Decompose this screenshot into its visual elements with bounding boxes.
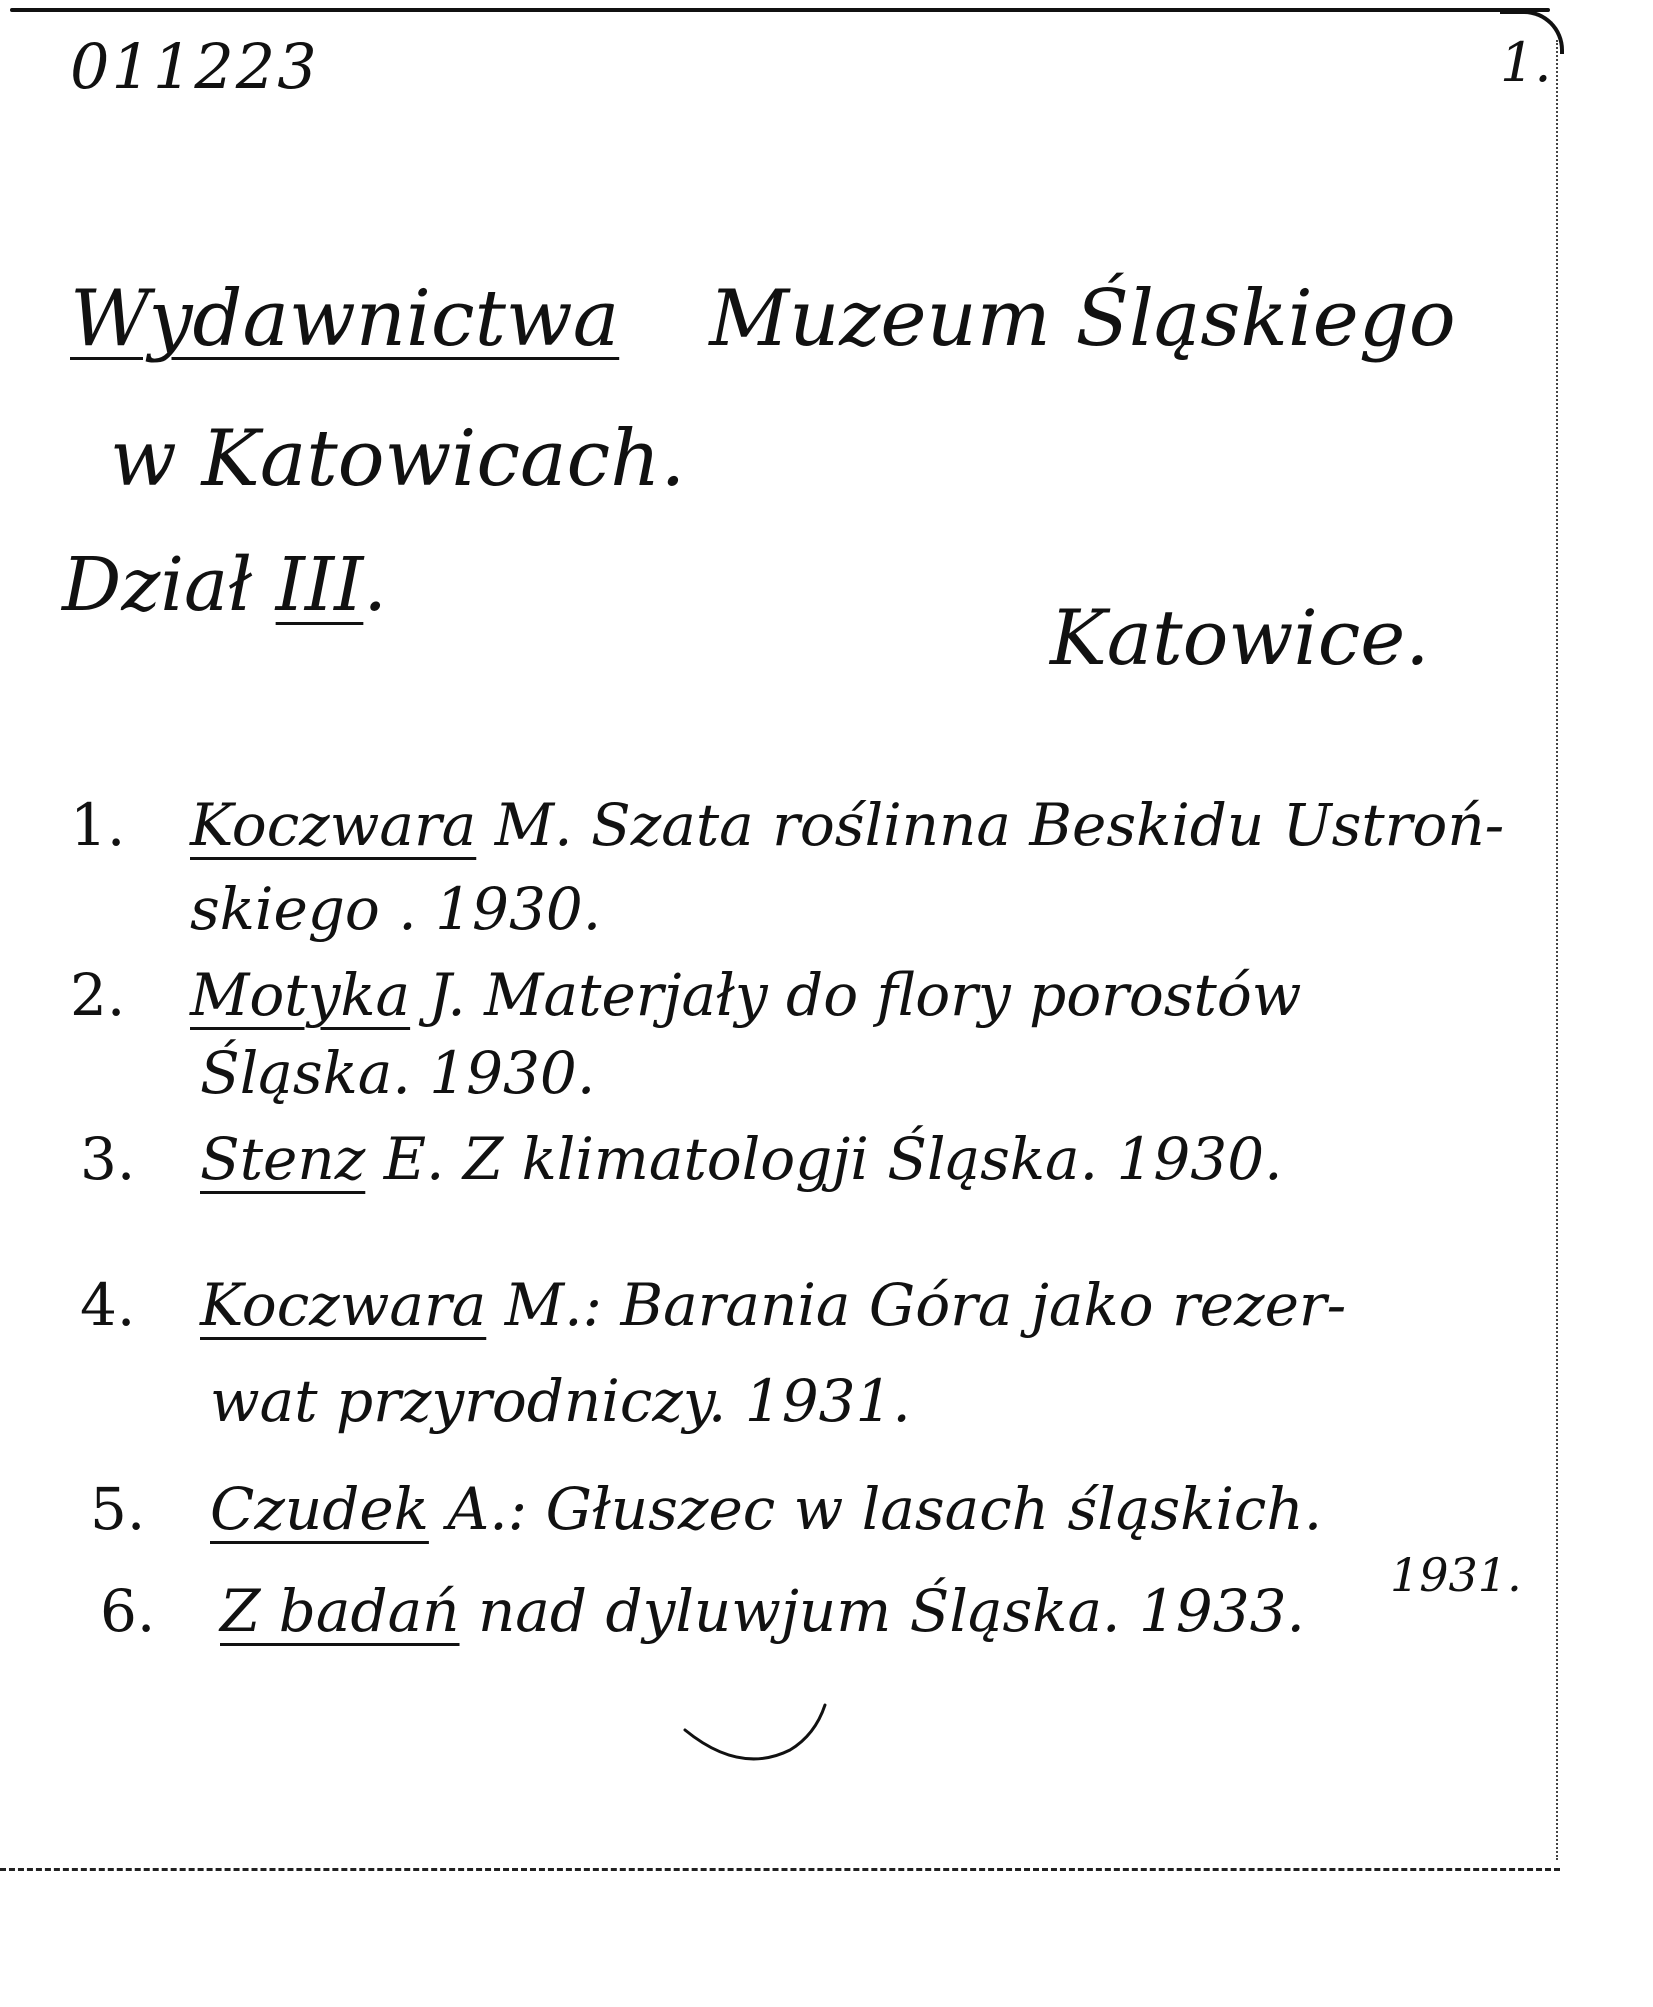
entry-3 — [80, 1125, 1283, 1193]
entry-5 — [90, 1475, 1323, 1543]
card-number: 1. — [1500, 31, 1552, 94]
title-line-1 — [70, 274, 1456, 364]
entry-author: Stenz — [200, 1125, 366, 1193]
entry-6-correction: 1931. — [1390, 1548, 1522, 1602]
section-number: III — [275, 542, 364, 628]
entry-author: Koczwara — [200, 1271, 487, 1339]
title-museum: Muzeum Śląskiego — [709, 274, 1456, 364]
entry-6 — [100, 1577, 1305, 1645]
entry-4 — [80, 1271, 1347, 1339]
closing-flourish-icon — [680, 1700, 830, 1780]
entry-text: M. Szata roślinna Beskidu Ustroń- — [476, 791, 1505, 859]
entry-number: 1. — [70, 791, 126, 859]
card-right-edge — [1556, 40, 1560, 1860]
entry-number: 2. — [70, 961, 126, 1029]
entry-2-continuation: Śląska. 1930. — [200, 1039, 596, 1107]
entry-1 — [70, 791, 1505, 859]
entry-number: 3. — [80, 1125, 136, 1193]
card-top-border — [10, 8, 1550, 12]
card-bottom-border — [0, 1868, 1560, 1871]
entry-text: A.: Głuszec w lasach śląskich. — [428, 1475, 1323, 1543]
entry-number: 5. — [90, 1475, 146, 1543]
catalog-number: 011223 — [70, 30, 319, 103]
entry-1-continuation: skiego . 1930. — [190, 875, 602, 943]
entry-number: 6. — [100, 1577, 156, 1645]
entry-author: Koczwara — [190, 791, 477, 859]
title-publisher: Wydawnictwa — [70, 274, 620, 364]
section-heading — [62, 542, 387, 628]
title-line-2: w Katowicach. — [110, 414, 686, 504]
entry-4-continuation: wat przyrodniczy. 1931. — [210, 1367, 911, 1435]
city-label: Katowice. — [1050, 593, 1430, 682]
entry-text: E. Z klimatologji Śląska. 1930. — [365, 1125, 1283, 1193]
entry-author: Z badań — [220, 1577, 460, 1645]
entry-text: nad dyluwjum Śląska. 1933. — [459, 1577, 1305, 1645]
section-label: Dział — [62, 542, 253, 628]
section-dot: . — [363, 542, 387, 628]
entry-text: M.: Barania Góra jako rezer- — [486, 1271, 1347, 1339]
entry-author: Motyka — [190, 961, 411, 1029]
entry-author: Czudek — [210, 1475, 429, 1543]
entry-text: J. Materjały do flory porostów — [410, 961, 1302, 1029]
entry-2 — [70, 961, 1302, 1029]
entry-number: 4. — [80, 1271, 136, 1339]
